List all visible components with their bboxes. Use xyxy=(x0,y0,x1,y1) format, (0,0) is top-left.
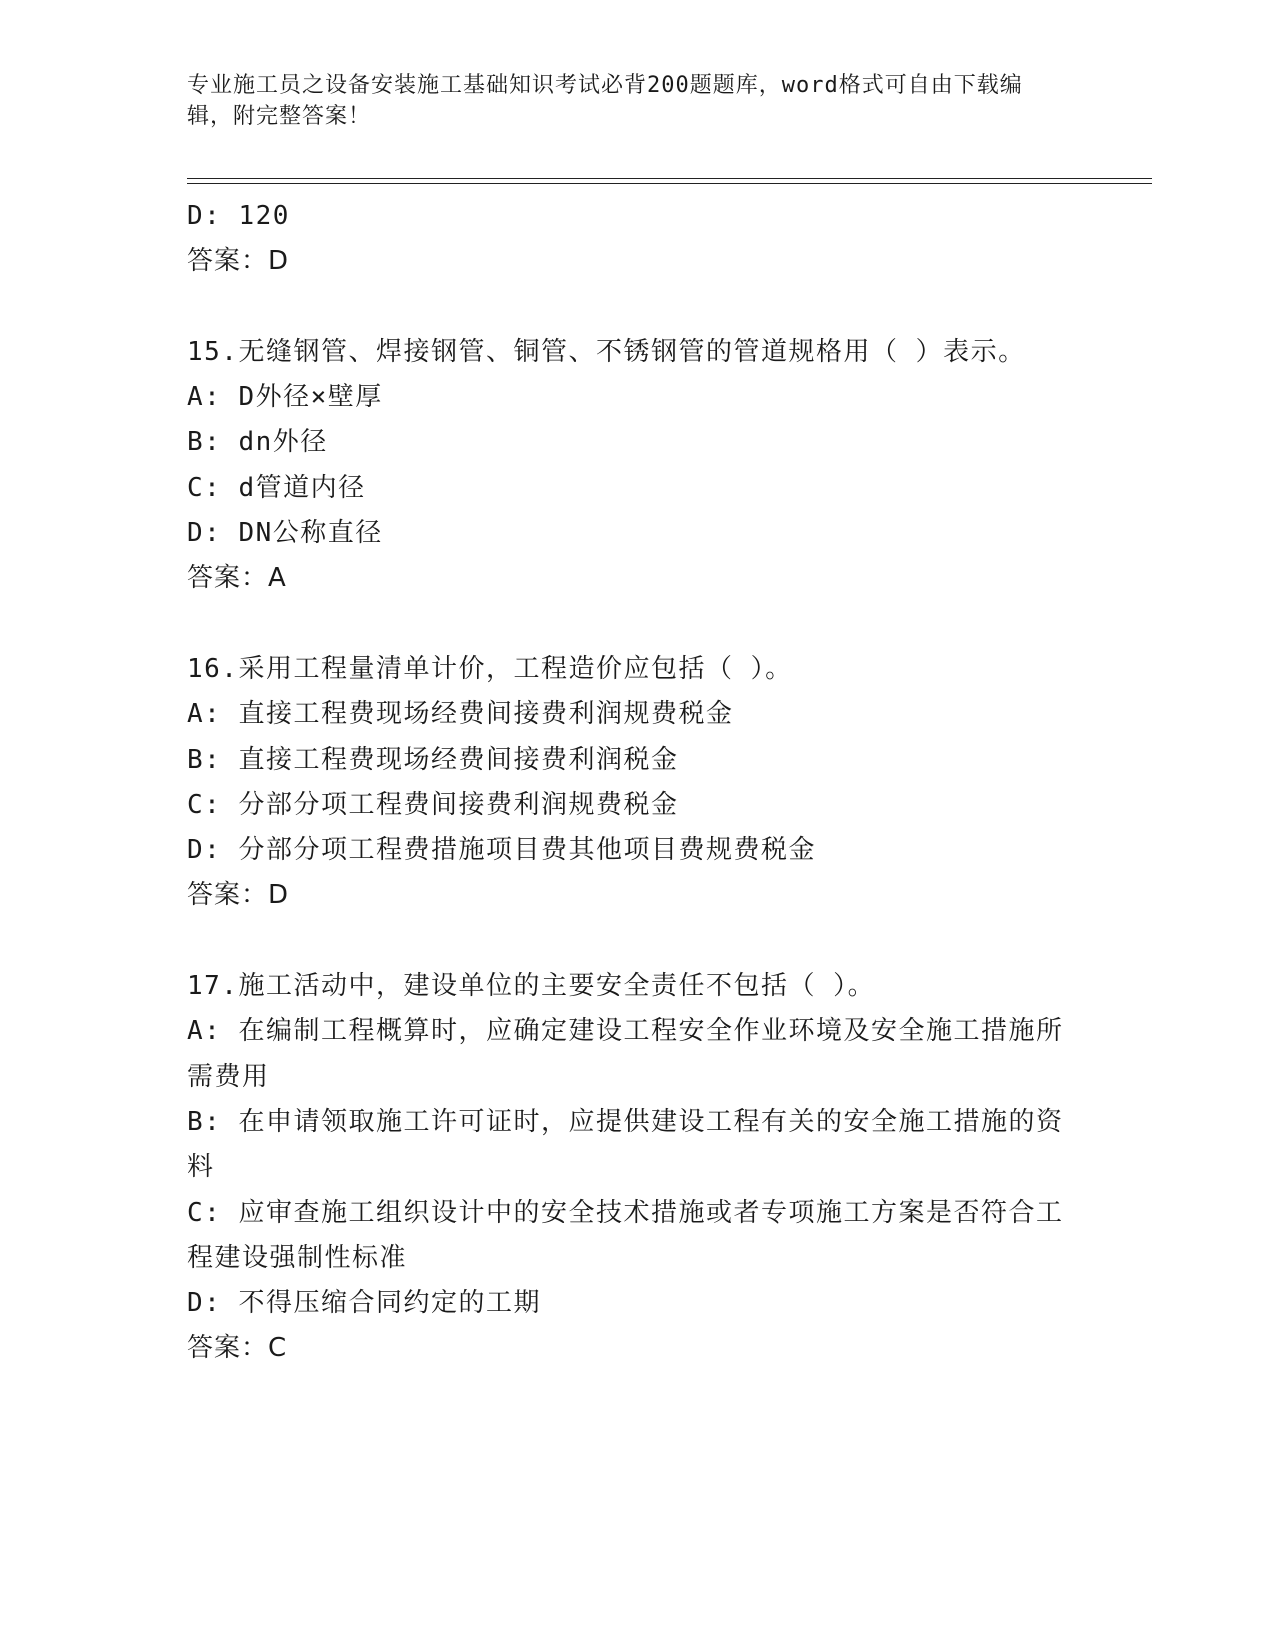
question-stem: 16.采用工程量清单计价，工程造价应包括（ ）。 xyxy=(187,653,793,684)
option-d: D: DN公称直径 xyxy=(187,518,383,549)
option-a: A: 在编制工程概算时，应确定建设工程安全作业环境及安全施工措施所需费用 xyxy=(187,1016,1064,1092)
option-d: D: 不得压缩合同约定的工期 xyxy=(187,1288,541,1319)
option-c: C: 应审查施工组织设计中的安全技术措施或者专项施工方案是否符合工程建设强制性标准 xyxy=(187,1197,1064,1273)
header-rule-top xyxy=(187,178,1152,179)
prev-answer: 答案：D xyxy=(187,246,290,277)
answer: 答案：A xyxy=(187,563,287,594)
document-body xyxy=(187,194,1087,1372)
option-c: C: d管道内径 xyxy=(187,472,366,503)
option-d: D: 分部分项工程费措施项目费其他项目费规费税金 xyxy=(187,835,816,866)
answer: 答案：C xyxy=(187,1333,288,1364)
header-rule-bottom xyxy=(187,183,1152,184)
question-stem: 15.无缝钢管、焊接钢管、铜管、不锈钢管的管道规格用（ ）表示。 xyxy=(187,336,1026,367)
option-a: A: 直接工程费现场经费间接费利润规费税金 xyxy=(187,699,734,730)
question-17 xyxy=(187,964,1087,1372)
question-16 xyxy=(187,647,1087,919)
prev-option-d: D: 120 xyxy=(187,201,290,231)
option-a: A: D外径×壁厚 xyxy=(187,382,383,413)
option-b: B: 在申请领取施工许可证时，应提供建设工程有关的安全施工措施的资料 xyxy=(187,1106,1064,1183)
option-c: C: 分部分项工程费间接费利润规费税金 xyxy=(187,789,679,820)
page-header: 专业施工员之设备安装施工基础知识考试必背200题题库，word格式可自由下载编辑，附完整答案！ xyxy=(187,73,1023,129)
question-stem: 17.施工活动中，建设单位的主要安全责任不包括（ ）。 xyxy=(187,971,876,1002)
option-b: B: dn外径 xyxy=(187,427,328,458)
option-b: B: 直接工程费现场经费间接费利润税金 xyxy=(187,744,679,775)
answer: 答案：D xyxy=(187,880,290,911)
question-15 xyxy=(187,330,1087,602)
